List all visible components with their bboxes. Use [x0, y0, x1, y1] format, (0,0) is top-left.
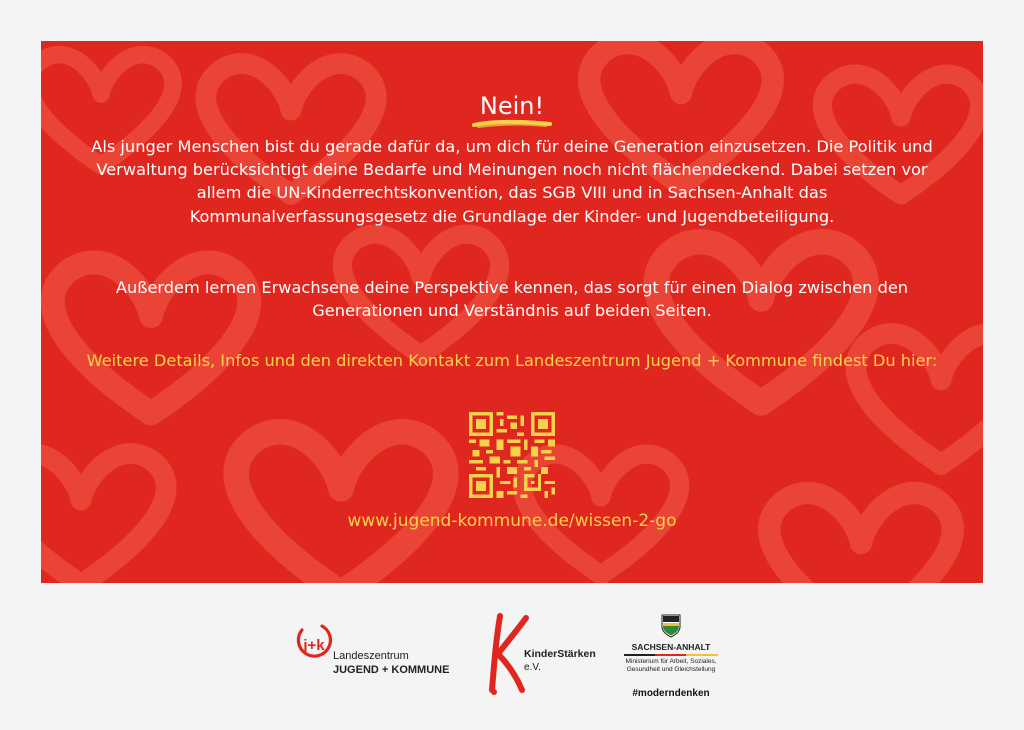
ministry-name: Ministerium für Arbeit, Soziales, Gesundheit und Gleichstellung [625, 658, 717, 673]
website-link[interactable]: www.jugend-kommune.de/wissen-2-go [347, 511, 677, 531]
crest-icon [661, 614, 681, 638]
jk-logo-line1: Landeszentrum [333, 650, 409, 662]
jk-logo-icon [292, 620, 336, 664]
title-underline-brushstroke [472, 119, 552, 129]
logo-kinderstaerken [486, 610, 596, 696]
paragraph-2: Außerdem lernen Erwachsene deine Perspektive kennen, das sorgt für einen Dialog zwischen den Generationen und Verständnis auf beiden Seiten. [115, 278, 909, 321]
kinderstaerken-name: KinderStärken [524, 648, 596, 660]
sachsen-anhalt-name: SACHSEN-ANHALT [631, 642, 711, 652]
card-title: Nein! [479, 92, 545, 120]
logo-jugend-kommune [292, 620, 462, 674]
card-content [41, 41, 983, 583]
contact-text: Weitere Details, Infos und den direkten Kontakt zum Landeszentrum Jugend + Kommune findest Du hier: [86, 351, 938, 370]
info-card [41, 41, 983, 583]
jk-logo-line2: JUGEND + KOMMUNE [333, 664, 450, 676]
moderndenken-tagline: #moderndenken [632, 688, 710, 699]
sachsen-anhalt-divider [624, 654, 718, 656]
svg-text:j+k: j+k [303, 637, 325, 654]
qr-code-icon [469, 412, 555, 498]
paragraph-1: Als junger Menschen bist du gerade dafür da, um dich für deine Generation einzusetzen. Die Politik und Verwaltung berücksichtigt deine Bedarfe und Meinungen noch nicht flächendeckend. Dabei setzen vor allem die UN-Kinderrechtskonvention, das SGB VIII und in Sachsen-Anhalt das Kommunalverfassungsgesetz die Grundlage der Kinder- und Jugendbeteiligung. [91, 137, 933, 226]
kinderstaerken-suffix: e.V. [524, 662, 541, 673]
partner-logos [0, 600, 1024, 730]
logo-sachsen-anhalt [616, 612, 726, 702]
